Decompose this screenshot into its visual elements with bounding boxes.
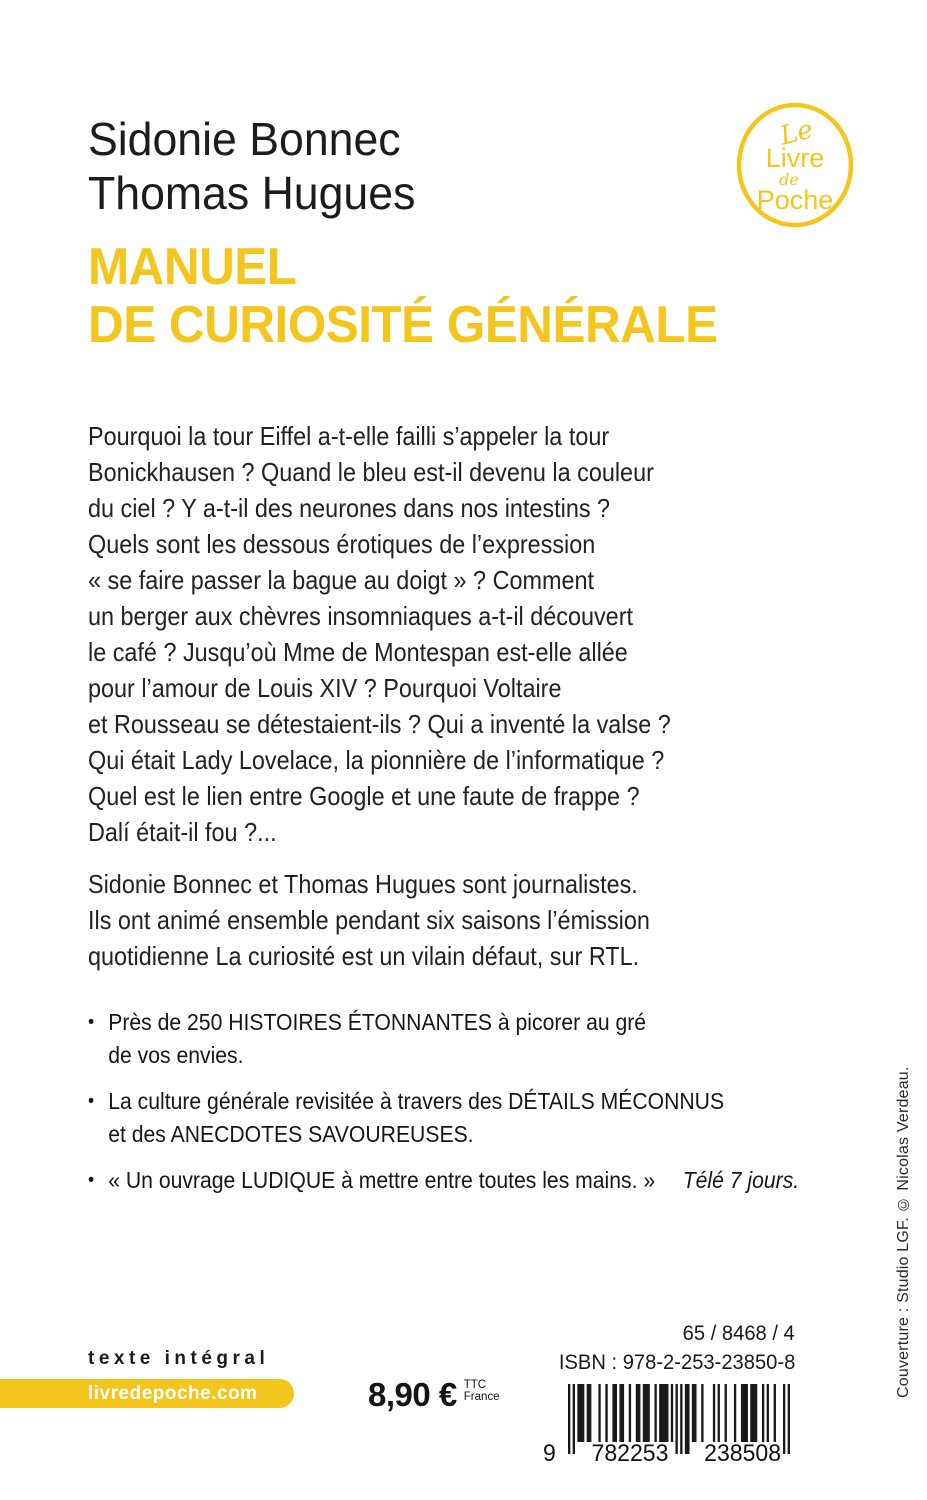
bullet-icon: • — [88, 1170, 95, 1191]
author-name-2: Thomas Hugues — [88, 167, 416, 219]
website-banner — [0, 1379, 294, 1408]
author-names — [88, 112, 415, 220]
logo-word-poche: Poche — [756, 185, 834, 215]
barcode-digit-first: 9 — [543, 1440, 556, 1467]
edition-code: 65 / 8468 / 4 — [682, 1322, 795, 1345]
book-title-line-2: DE CURIOSITÉ GÉNÉRALE — [88, 296, 718, 354]
isbn-number: ISBN : 978-2-253-23850-8 — [558, 1351, 795, 1374]
bullet-icon: • — [88, 1091, 95, 1112]
synopsis-line: Bonickhausen ? Quand le bleu est-il devenu la couleur — [88, 457, 654, 487]
selling-point-3 — [88, 1164, 799, 1197]
bio-line: Ils ont animé ensemble pendant six saisons l’émission — [88, 905, 650, 935]
price-value: 8,90 € — [368, 1376, 457, 1413]
selling-point-2 — [88, 1085, 799, 1151]
barcode-digits-left: 782253 — [591, 1440, 669, 1467]
selling-point-line: de vos envies. — [108, 1042, 244, 1068]
author-name-1: Sidonie Bonnec — [88, 113, 401, 165]
synopsis-line: pour l’amour de Louis XIV ? Pourquoi Voltaire — [88, 673, 562, 703]
book-title-line-1: MANUEL — [88, 238, 297, 296]
selling-point-line: La culture générale revisitée à travers des DÉTAILS MÉCONNUS — [108, 1088, 725, 1114]
website-url: livredepoche.com — [88, 1382, 258, 1404]
bullet-icon: • — [88, 1012, 95, 1033]
price-tax: TTC — [463, 1379, 487, 1391]
synopsis — [88, 418, 671, 850]
synopsis-line: un berger aux chèvres insomniaques a-t-il découvert — [88, 601, 633, 631]
book-title — [88, 238, 718, 354]
logo-word-le: Le — [777, 114, 816, 152]
texte-integral-label: texte intégral — [88, 1348, 270, 1369]
cover-credit: Couverture : Studio LGF. © Nicolas Verdeau. — [895, 1066, 912, 1398]
price-country: France — [463, 1390, 500, 1403]
press-quote: « Un ouvrage LUDIQUE à mettre entre toutes les mains. » — [108, 1167, 656, 1193]
logo-word-livre: Livre — [765, 143, 825, 173]
synopsis-line: Qui était Lady Lovelace, la pionnière de l’informatique ? — [88, 745, 665, 775]
synopsis-line: Dalí était-il fou ?... — [88, 817, 277, 847]
synopsis-line: Quels sont les dessous érotiques de l’expression — [88, 529, 596, 559]
barcode-digits-right: 238508 — [704, 1440, 782, 1467]
price-block — [368, 1376, 500, 1414]
logo-word-de: de — [779, 170, 799, 189]
synopsis-line: et Rousseau se détestaient-ils ? Qui a inventé la valse ? — [88, 709, 671, 739]
selling-point-1 — [88, 1006, 799, 1072]
synopsis-line: le café ? Jusqu’où Mme de Montespan est-elle allée — [88, 637, 628, 667]
press-quote-line — [108, 1164, 799, 1197]
press-source: Télé 7 jours. — [682, 1167, 800, 1193]
author-bio — [88, 866, 650, 974]
synopsis-line: « se faire passer la bague au doigt » ? Comment — [88, 565, 595, 595]
selling-point-line: et des ANECDOTES SAVOUREUSES. — [108, 1121, 474, 1147]
selling-point-line: Près de 250 HISTOIRES ÉTONNANTES à picorer au gré — [108, 1009, 647, 1035]
selling-points — [88, 1006, 799, 1210]
synopsis-line: Pourquoi la tour Eiffel a-t-elle failli s’appeler la tour — [88, 421, 610, 451]
bio-line: quotidienne La curiosité est un vilain défaut, sur RTL. — [88, 941, 640, 971]
price-tax-note — [464, 1380, 500, 1403]
barcode-digits — [543, 1440, 781, 1468]
synopsis-line: Quel est le lien entre Google et une faute de frappe ? — [88, 781, 640, 811]
livre-de-poche-logo — [733, 101, 857, 229]
synopsis-line: du ciel ? Y a-t-il des neurones dans nos intestins ? — [88, 493, 611, 523]
bio-line: Sidonie Bonnec et Thomas Hugues sont journalistes. — [88, 869, 638, 899]
